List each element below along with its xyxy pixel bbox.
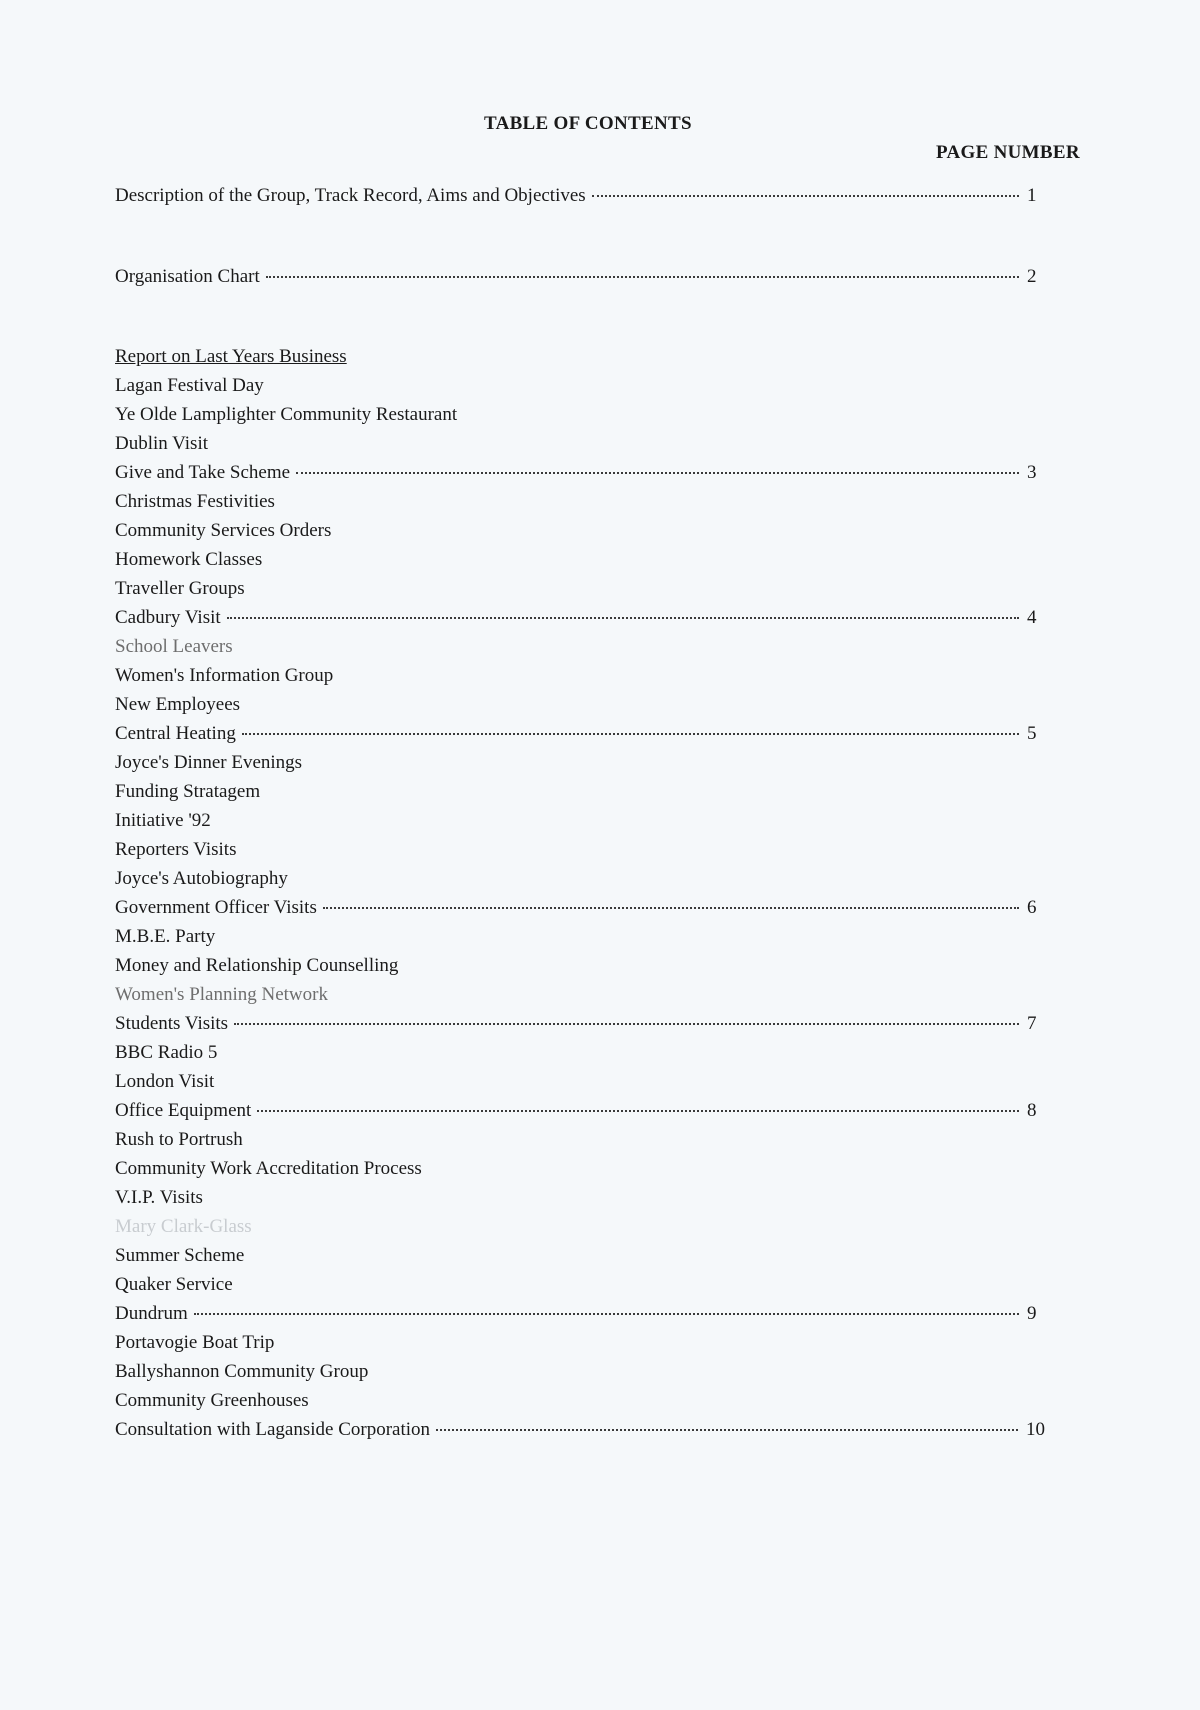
toc-entry-label: V.I.P. Visits [115, 1187, 203, 1208]
toc-entry [115, 606, 1045, 630]
toc-entry-page: 2 [1027, 266, 1037, 287]
toc-entry-label: Funding Stratagem [115, 781, 261, 802]
toc-entry-label: Students Visits [115, 1013, 229, 1034]
toc-entry [115, 374, 264, 398]
dot-leader [227, 617, 1019, 619]
toc-entry-label: Lagan Festival Day [115, 375, 264, 396]
toc-entry-label: Quaker Service [115, 1274, 233, 1295]
dot-leader [266, 276, 1019, 278]
toc-entry-label: Description of the Group, Track Record, Aims and Objectives [115, 185, 586, 206]
toc-entry [115, 461, 1045, 485]
toc-entry [115, 432, 208, 456]
toc-entry [115, 954, 398, 978]
toc-entry-label: Rush to Portrush [115, 1129, 243, 1150]
toc-entry-label: Mary Clark-Glass [115, 1216, 252, 1237]
toc-entry [115, 265, 1045, 289]
toc-entry-label: Summer Scheme [115, 1245, 245, 1266]
toc-entry-label: Ballyshannon Community Group [115, 1361, 369, 1382]
toc-entry [115, 635, 233, 659]
toc-entry-page: 9 [1027, 1303, 1037, 1324]
toc-entry [115, 548, 262, 572]
toc-entry-page: 5 [1027, 723, 1037, 744]
toc-entry-label: Dundrum [115, 1303, 188, 1324]
toc-entry-label: Joyce's Dinner Evenings [115, 752, 303, 773]
toc-entry [115, 577, 245, 601]
toc-entry-page: 3 [1027, 462, 1037, 483]
toc-entry [115, 1331, 274, 1355]
toc-entry [115, 1215, 252, 1239]
toc-entry [115, 1128, 243, 1152]
toc-entry-label: Women's Information Group [115, 665, 334, 686]
dot-leader [296, 472, 1019, 474]
toc-entry-label: Homework Classes [115, 549, 263, 570]
toc-entry-label: Community Greenhouses [115, 1390, 309, 1411]
toc-entry [115, 1418, 1045, 1442]
toc-entry-page: 4 [1027, 607, 1037, 628]
dot-leader [592, 195, 1019, 197]
toc-entry [115, 983, 328, 1007]
toc-entry-label: Joyce's Autobiography [115, 868, 288, 889]
dot-leader [234, 1023, 1019, 1025]
toc-entry [115, 1389, 309, 1413]
toc-entry-label: Cadbury Visit [115, 607, 221, 628]
page-number-column-header: PAGE NUMBER [936, 142, 1080, 163]
toc-entry-label: Reporters Visits [115, 839, 237, 860]
toc-entry-label: Government Officer Visits [115, 897, 317, 918]
toc-entry [115, 751, 302, 775]
toc-entry [115, 925, 215, 949]
toc-entry [115, 1012, 1045, 1036]
toc-entry-label: Give and Take Scheme [115, 462, 291, 483]
toc-entry [115, 1157, 422, 1181]
dot-leader [436, 1429, 1018, 1431]
dot-leader [194, 1313, 1019, 1315]
document-title: TABLE OF CONTENTS [484, 113, 692, 134]
toc-entry-label: Central Heating [115, 723, 236, 744]
toc-entry-label: Organisation Chart [115, 266, 260, 287]
toc-entry [115, 809, 211, 833]
toc-entry-page: 7 [1027, 1013, 1037, 1034]
dot-leader [323, 907, 1019, 909]
toc-entry [115, 1186, 203, 1210]
toc-entry [115, 693, 240, 717]
toc-entry-label: Dublin Visit [115, 433, 208, 454]
toc-entry-label: Christmas Festivities [115, 491, 275, 512]
toc-entry-label: Consultation with Laganside Corporation [115, 1419, 431, 1440]
toc-entry-page: 10 [1026, 1419, 1045, 1440]
toc-entry [115, 896, 1045, 920]
toc-entry [115, 403, 457, 427]
toc-entry [115, 664, 333, 688]
toc-entry-label: M.B.E. Party [115, 926, 216, 947]
toc-entry-label: London Visit [115, 1071, 215, 1092]
toc-entry-page: 1 [1027, 185, 1037, 206]
toc-entry [115, 1099, 1045, 1123]
toc-entry [115, 838, 236, 862]
toc-entry-label: Community Work Accreditation Process [115, 1158, 422, 1179]
toc-entry-page: 6 [1027, 897, 1037, 918]
toc-entry-label: Portavogie Boat Trip [115, 1332, 275, 1353]
toc-entry-page: 8 [1027, 1100, 1037, 1121]
toc-section-heading [115, 345, 347, 369]
toc-entry [115, 722, 1045, 746]
toc-entry [115, 1244, 244, 1268]
toc-entry [115, 1360, 368, 1384]
toc-entry-label: Community Services Orders [115, 520, 332, 541]
toc-entry-label: Initiative '92 [115, 810, 211, 831]
toc-entry [115, 780, 260, 804]
toc-entry-label: School Leavers [115, 636, 233, 657]
toc-entry-label: Traveller Groups [115, 578, 245, 599]
toc-entry [115, 1070, 214, 1094]
toc-entry-label: New Employees [115, 694, 241, 715]
toc-entry [115, 490, 275, 514]
toc-entry-label: Ye Olde Lamplighter Community Restaurant [115, 404, 458, 425]
toc-entry-label: Money and Relationship Counselling [115, 955, 399, 976]
toc-entry [115, 519, 331, 543]
toc-entry-label: BBC Radio 5 [115, 1042, 218, 1063]
toc-entry-label: Report on Last Years Business [115, 346, 347, 367]
toc-entry-label: Office Equipment [115, 1100, 252, 1121]
toc-entry [115, 1273, 233, 1297]
dot-leader [257, 1110, 1019, 1112]
toc-entry [115, 867, 288, 891]
toc-entry [115, 1041, 217, 1065]
dot-leader [242, 733, 1019, 735]
toc-entry-label: Women's Planning Network [115, 984, 328, 1005]
toc-entry [115, 1302, 1045, 1326]
toc-entry [115, 184, 1045, 208]
